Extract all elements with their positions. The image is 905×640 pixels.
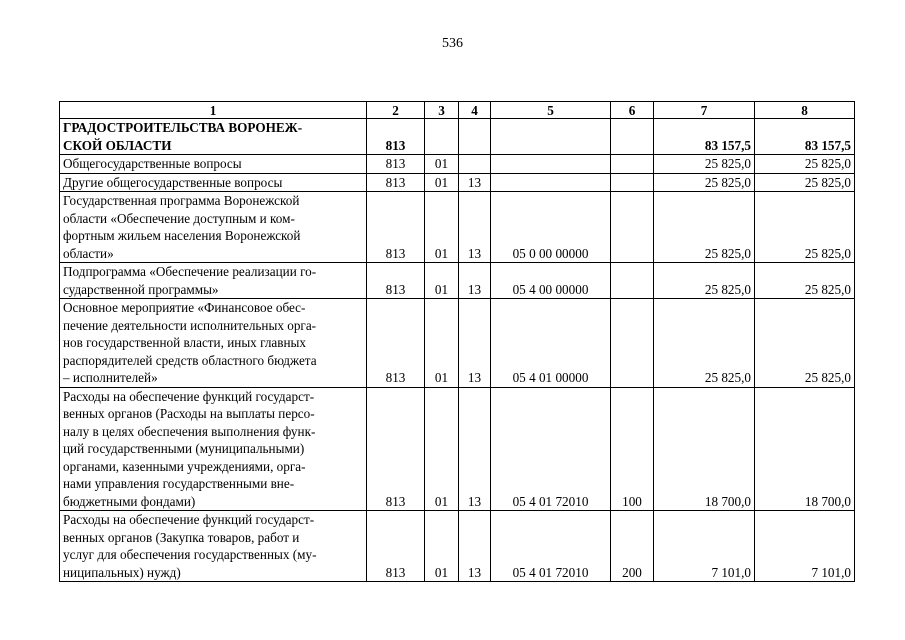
target-article: 05 4 01 00000 xyxy=(491,299,611,388)
amount-col8: 25 825,0 xyxy=(755,299,855,388)
subsection-code: 13 xyxy=(459,173,491,192)
ministry-code: 813 xyxy=(367,299,425,388)
row-name xyxy=(60,119,367,155)
column-header: 7 xyxy=(654,102,755,119)
ministry-code: 813 xyxy=(367,263,425,299)
table-row xyxy=(60,155,855,174)
amount-col8: 7 101,0 xyxy=(755,511,855,582)
table-row xyxy=(60,299,855,388)
row-name-line: распорядителей средств областного бюджета xyxy=(63,352,317,368)
row-name-line: – исполнителей» xyxy=(63,370,158,385)
amount-col8: 25 825,0 xyxy=(755,155,855,174)
row-name-line: Расходы на обеспечение функций государст- xyxy=(63,512,315,527)
expense-type xyxy=(611,263,654,299)
column-header: 2 xyxy=(367,102,425,119)
expense-type xyxy=(611,192,654,263)
section-code: 01 xyxy=(425,155,459,174)
target-article xyxy=(491,155,611,174)
table-row xyxy=(60,511,855,582)
budget-table xyxy=(59,101,855,582)
row-name-line: области» xyxy=(63,245,114,261)
table-row xyxy=(60,192,855,263)
ministry-code: 813 xyxy=(367,387,425,511)
row-name-line: печение деятельности исполнительных орга- xyxy=(63,317,317,333)
column-header: 6 xyxy=(611,102,654,119)
row-name-line: Другие общегосударственные вопросы xyxy=(63,174,283,190)
target-article: 05 4 00 00000 xyxy=(491,263,611,299)
target-article: 05 4 01 72010 xyxy=(491,387,611,511)
row-name xyxy=(60,263,367,299)
row-name xyxy=(60,299,367,388)
row-name-line: Расходы на обеспечение функций государст- xyxy=(63,388,315,404)
row-name-line: области «Обеспечение доступным и ком- xyxy=(63,210,295,226)
row-name-line: СКОЙ ОБЛАСТИ xyxy=(63,137,172,153)
ministry-code: 813 xyxy=(367,155,425,174)
row-name-line: Основное мероприятие «Финансовое обес- xyxy=(63,300,306,315)
expense-type xyxy=(611,299,654,388)
row-name-line: фортным жильем населения Воронежской xyxy=(63,228,301,243)
amount-col7: 25 825,0 xyxy=(654,155,755,174)
subsection-code: 13 xyxy=(459,299,491,388)
ministry-code: 813 xyxy=(367,173,425,192)
row-name-line: органами, казенными учреждениями, орга- xyxy=(63,458,306,474)
subsection-code: 13 xyxy=(459,192,491,263)
column-header: 1 xyxy=(60,102,367,119)
amount-col8: 83 157,5 xyxy=(755,119,855,155)
section-code: 01 xyxy=(425,511,459,582)
table-row xyxy=(60,173,855,192)
row-name xyxy=(60,192,367,263)
subsection-code: 13 xyxy=(459,387,491,511)
section-code xyxy=(425,119,459,155)
amount-col7: 25 825,0 xyxy=(654,173,755,192)
ministry-code: 813 xyxy=(367,192,425,263)
amount-col8: 18 700,0 xyxy=(755,387,855,511)
target-article: 05 0 00 00000 xyxy=(491,192,611,263)
section-code: 01 xyxy=(425,263,459,299)
expense-type xyxy=(611,173,654,192)
row-name-line: Общегосударственные вопросы xyxy=(63,156,242,171)
row-name-line: сударственной программы» xyxy=(63,281,219,297)
row-name xyxy=(60,387,367,511)
subsection-code xyxy=(459,155,491,174)
section-code: 01 xyxy=(425,387,459,511)
ministry-code: 813 xyxy=(367,119,425,155)
target-article xyxy=(491,173,611,192)
row-name xyxy=(60,173,367,192)
column-header: 8 xyxy=(755,102,855,119)
expense-type: 100 xyxy=(611,387,654,511)
amount-col7: 25 825,0 xyxy=(654,299,755,388)
amount-col7: 7 101,0 xyxy=(654,511,755,582)
subsection-code xyxy=(459,119,491,155)
subsection-code: 13 xyxy=(459,511,491,582)
expense-type: 200 xyxy=(611,511,654,582)
subsection-code: 13 xyxy=(459,263,491,299)
amount-col8: 25 825,0 xyxy=(755,263,855,299)
table-row xyxy=(60,119,855,155)
row-name xyxy=(60,155,367,174)
row-name-line: венных органов (Закупка товаров, работ и xyxy=(63,529,300,545)
amount-col8: 25 825,0 xyxy=(755,192,855,263)
row-name-line: ГРАДОСТРОИТЕЛЬСТВА ВОРОНЕЖ- xyxy=(63,120,303,135)
row-name xyxy=(60,511,367,582)
amount-col8: 25 825,0 xyxy=(755,173,855,192)
row-name-line: нами управления государственными вне- xyxy=(63,476,295,491)
row-name-line: налу в целях обеспечения выполнения функ- xyxy=(63,423,316,439)
row-name-line: Государственная программа Воронежской xyxy=(63,193,300,208)
table-row xyxy=(60,263,855,299)
page-number: 536 xyxy=(442,36,463,51)
target-article: 05 4 01 72010 xyxy=(491,511,611,582)
row-name-line: нов государственной власти, иных главных xyxy=(63,335,306,350)
row-name-line: ниципальных) нужд) xyxy=(63,564,181,580)
expense-type xyxy=(611,155,654,174)
row-name-line: венных органов (Расходы на выплаты персо- xyxy=(63,406,315,421)
section-code: 01 xyxy=(425,192,459,263)
amount-col7: 25 825,0 xyxy=(654,263,755,299)
row-name-line: Подпрограмма «Обеспечение реализации го- xyxy=(63,264,317,279)
amount-col7: 25 825,0 xyxy=(654,192,755,263)
expense-type xyxy=(611,119,654,155)
section-code: 01 xyxy=(425,299,459,388)
amount-col7: 18 700,0 xyxy=(654,387,755,511)
target-article xyxy=(491,119,611,155)
column-header: 3 xyxy=(425,102,459,119)
section-code: 01 xyxy=(425,173,459,192)
ministry-code: 813 xyxy=(367,511,425,582)
header-row xyxy=(60,102,855,119)
amount-col7: 83 157,5 xyxy=(654,119,755,155)
row-name-line: ций государственными (муниципальными) xyxy=(63,441,305,456)
column-header: 5 xyxy=(491,102,611,119)
table-row xyxy=(60,387,855,511)
row-name-line: услуг для обеспечения государственных (му- xyxy=(63,547,317,562)
column-header: 4 xyxy=(459,102,491,119)
row-name-line: бюджетными фондами) xyxy=(63,493,196,509)
